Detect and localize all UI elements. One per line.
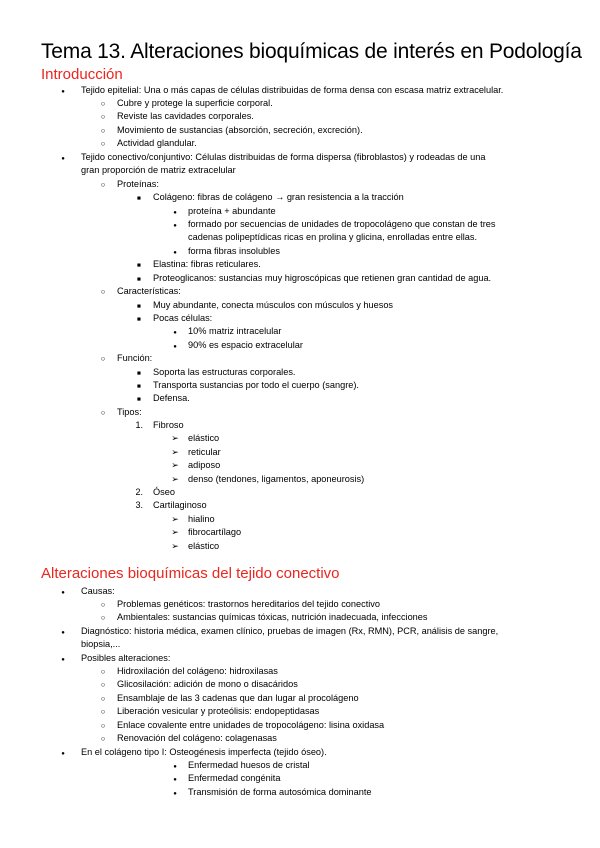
posibles-item: Hidroxilación del colágeno: hidroxilasas — [117, 666, 278, 676]
conectivo-line1: Tejido conectivo/conjuntivo: Células distribuidas de forma dispersa (fibroblastos) y rodeadas de una — [81, 152, 486, 162]
bullet-circle-icon — [97, 178, 109, 192]
bullet-dot-icon — [57, 746, 69, 762]
conectivo-line2: gran proporción de matriz extracelular — [81, 165, 236, 175]
bullet-circle-icon — [97, 732, 109, 746]
colageno-sub-item-cont: cadenas polipeptídicas ricas en prolina y glicina, enrolladas entre ellas. — [188, 232, 478, 242]
bullet-square-icon — [133, 191, 145, 206]
caracteristicas-item: Pocas células: — [153, 313, 213, 323]
bullet-circle-icon — [97, 352, 109, 366]
proteoglicanos-item: Proteoglicanos: sustancias muy higroscópicas que retienen gran cantidad de agua. — [153, 273, 492, 283]
bullet-dot-icon — [57, 625, 69, 641]
bullet-dot-icon — [57, 84, 69, 100]
bullet-square-icon — [133, 312, 145, 327]
colageno-item: Colágeno: fibras de colágeno → gran resistencia a la tracción — [153, 192, 404, 202]
bullet-arrow-icon — [169, 459, 181, 473]
elastina-item: Elastina: fibras reticulares. — [153, 259, 261, 269]
bullet-circle-icon — [97, 97, 109, 111]
bullet-circle-icon — [97, 124, 109, 138]
tipos-label: Tipos: — [117, 407, 142, 417]
bullet-arrow-icon — [169, 446, 181, 460]
bullet-circle-icon — [97, 719, 109, 733]
tipo-fibroso: Fibroso — [153, 420, 184, 430]
list-number: 3. — [135, 500, 143, 510]
epitelial-label: Tejido epitelial: Una o más capas de células distribuidas de forma densa con escasa matriz extracelular. — [81, 85, 504, 95]
bullet-dot-icon — [169, 786, 181, 802]
bullet-dot-icon — [169, 339, 181, 355]
colageno-sub-item: proteína + abundante — [188, 206, 276, 216]
list-number: 1. — [135, 420, 143, 430]
bullet-dot-icon — [57, 652, 69, 668]
epitelial-item: Movimiento de sustancias (absorción, secreción, excreción). — [117, 125, 363, 135]
cartilaginoso-sub-item: elástico — [188, 541, 220, 551]
diagnostico-line1: Diagnóstico: historia médica, examen clínico, pruebas de imagen (Rx, RMN), PCR, análisis de sangre, — [81, 626, 499, 636]
bullet-circle-icon — [97, 285, 109, 299]
causas-item: Ambientales: sustancias químicas tóxicas, nutrición inadecuada, infecciones — [117, 612, 428, 622]
epitelial-item: Actividad glandular. — [117, 138, 197, 148]
caracteristicas-item: Muy abundante, conecta músculos con músculos y huesos — [153, 300, 394, 310]
posibles-item: Renovación del colágeno: colagenasas — [117, 733, 277, 743]
bullet-circle-icon — [97, 692, 109, 706]
section-heading-alteraciones: Alteraciones bioquímicas del tejido conectivo — [41, 565, 340, 582]
proteinas-label: Proteínas: — [117, 179, 159, 189]
bullet-circle-icon — [97, 611, 109, 625]
posibles-item: Ensamblaje de las 3 cadenas que dan lugar al procolágeno — [117, 693, 359, 703]
fibroso-sub-item: denso (tendones, ligamentos, aponeurosis) — [188, 474, 365, 484]
causas-label: Causas: — [81, 586, 115, 596]
funcion-item: Defensa. — [153, 393, 190, 403]
bullet-arrow-icon — [169, 473, 181, 487]
cartilaginoso-sub-item: hialino — [188, 514, 215, 524]
tipo1-item: Enfermedad huesos de cristal — [188, 760, 310, 770]
bullet-circle-icon — [97, 705, 109, 719]
bullet-arrow-icon — [169, 540, 181, 554]
cartilaginoso-sub-item: fibrocartílago — [188, 527, 242, 537]
tipo1-item: Transmisión de forma autosómica dominante — [188, 787, 372, 797]
funcion-item: Transporta sustancias por todo el cuerpo (sangre). — [153, 380, 359, 390]
bullet-arrow-icon — [169, 526, 181, 540]
colageno-sub-item: forma fibras insolubles — [188, 246, 280, 256]
bullet-circle-icon — [97, 678, 109, 692]
bullet-circle-icon — [97, 110, 109, 124]
pocas-sub-item: 10% matriz intracelular — [188, 326, 282, 336]
fibroso-sub-item: adiposo — [188, 460, 221, 470]
posibles-item: Enlace covalente entre unidades de tropocolágeno: lisina oxidasa — [117, 720, 385, 730]
bullet-square-icon — [133, 258, 145, 273]
posibles-item: Glicosilación: adición de mono o disacáridos — [117, 679, 298, 689]
posibles-item: Liberación vesicular y proteólisis: endopeptidasas — [117, 706, 320, 716]
funcion-label: Función: — [117, 353, 153, 363]
fibroso-sub-item: elástico — [188, 433, 220, 443]
pocas-sub-item: 90% es espacio extracelular — [188, 340, 303, 350]
bullet-dot-icon — [169, 218, 181, 234]
funcion-item: Soporta las estructuras corporales. — [153, 367, 296, 377]
bullet-square-icon — [133, 392, 145, 407]
caracteristicas-label: Características: — [117, 286, 181, 296]
bullet-circle-icon — [97, 665, 109, 679]
fibroso-sub-item: reticular — [188, 447, 221, 457]
bullet-dot-icon — [57, 151, 69, 167]
epitelial-item: Reviste las cavidades corporales. — [117, 111, 254, 121]
bullet-circle-icon — [97, 598, 109, 612]
tipo1-label: En el colágeno tipo I: Osteogénesis imperfecta (tejido óseo). — [81, 747, 327, 757]
bullet-arrow-icon — [169, 432, 181, 446]
colageno-sub-item: formado por secuencias de unidades de tropocolágeno que constan de tres — [188, 219, 496, 229]
bullet-dot-icon — [57, 585, 69, 601]
causas-item: Problemas genéticos: trastornos hereditarios del tejido conectivo — [117, 599, 381, 609]
tipo-cartilaginoso: Cartilaginoso — [153, 500, 207, 510]
tipo1-item: Enfermedad congénita — [188, 773, 281, 783]
posibles-label: Posibles alteraciones: — [81, 653, 171, 663]
bullet-arrow-icon — [169, 513, 181, 527]
epitelial-item: Cubre y protege la superficie corporal. — [117, 98, 273, 108]
section-heading-introduccion: Introducción — [41, 66, 123, 83]
tipo-oseo: Óseo — [153, 487, 175, 497]
list-number: 2. — [135, 487, 143, 497]
diagnostico-line2: biopsia,... — [81, 639, 121, 649]
bullet-circle-icon — [97, 137, 109, 151]
page-title: Tema 13. Alteraciones bioquímicas de interés en Podología — [41, 40, 582, 63]
bullet-circle-icon — [97, 406, 109, 420]
